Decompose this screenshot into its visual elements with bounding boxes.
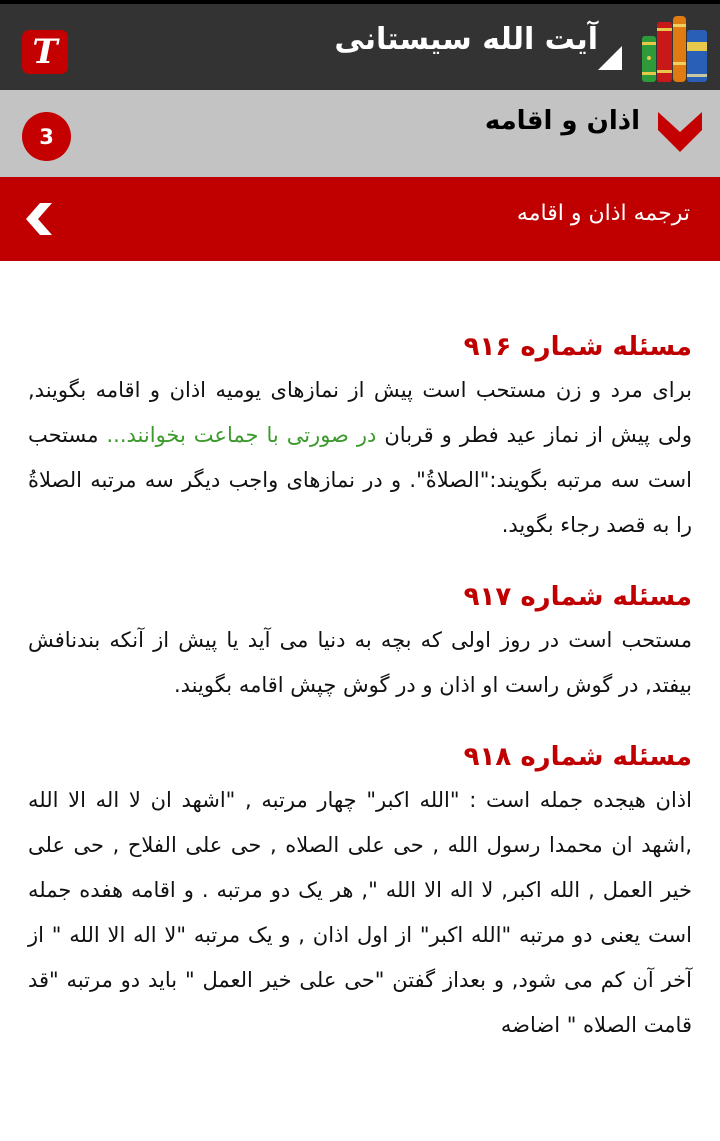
body-text: برای مرد و زن مستحب است پیش از نمازهای یومیه اذان و اقامه بگویند, ولی پیش از نماز عید فطر و قربان [28, 378, 693, 447]
section-header[interactable] [0, 90, 720, 177]
masale-body: اذان هیجده جمله است : "الله اکبر" چهار مرتبه , "اشهد ان لا اله الا الله ,اشهد ان محمدا رسول الله , حی علی الصلاه , حی علی الفلاح , حی علی خیر العمل , الله اکبر, لا اله الا الله ", هر یک دو مرتبه . و اقامه هفده جمله است یعنی دو مرتبه "الله اکبر" از اول اذان , و یک مرتبه "لا اله الا الله " از آخر آن کم می شود, و بعداز گفتن "حی علی خیر العمل " باید دو مرتبه "قد قامت الصلاه " اضاضه [28, 788, 692, 1037]
masale-title: مسئله شماره ۹۱۷ [463, 582, 692, 612]
masale-title: مسئله شماره ۹۱۸ [463, 742, 692, 772]
app-bar [0, 4, 720, 90]
dropdown-indicator-icon[interactable] [598, 46, 622, 70]
masale-918 [28, 740, 692, 1048]
subsection-title: ترجمه اذان و اقامه [516, 201, 690, 226]
app-title[interactable]: آیت الله سیستانی [334, 22, 598, 57]
count-badge: 3 [22, 112, 71, 161]
section-title: اذان و اقامه [484, 106, 640, 136]
masale-body: مستحب است در روز اولی که بچه به دنیا می آید یا پیش از آنکه بندنافش بیفتد, در گوش راست او اذان و در گوش چپش اقامه بگویند. [28, 628, 692, 697]
subsection-header[interactable] [0, 177, 720, 261]
masale-917 [28, 580, 692, 708]
chevron-down-icon[interactable] [658, 112, 702, 152]
masale-title: مسئله شماره ۹۱۶ [463, 332, 692, 362]
highlighted-text: در صورتی با جماعت بخوانند... [106, 423, 377, 447]
masale-916 [28, 330, 692, 548]
books-icon[interactable] [640, 12, 710, 84]
masael-content [28, 330, 692, 1080]
chevron-left-icon[interactable] [24, 203, 54, 235]
body-text: مستحب است سه مرتبه بگویند:"الصلاةُ". و در نمازهای واجب دیگر سه مرتبه الصلاةُ را به قصد رجاء بگوید. [28, 423, 692, 537]
t-app-icon[interactable]: T [22, 30, 68, 74]
masale-body [28, 368, 692, 548]
